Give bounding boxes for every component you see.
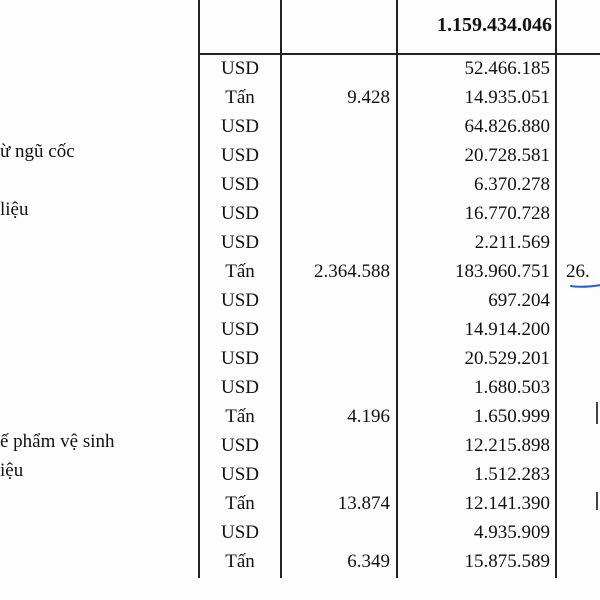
unit-cell: USD — [220, 377, 259, 398]
unit-cell: USD — [220, 203, 259, 224]
table-row — [0, 315, 600, 344]
table-row — [0, 112, 600, 141]
value-cell: 12.141.390 — [464, 493, 550, 514]
unit-cell: Tấn — [225, 406, 255, 427]
table-row — [0, 83, 600, 112]
edge-mark — [596, 492, 598, 510]
table-row — [0, 170, 600, 199]
table-row — [0, 518, 600, 547]
table-row — [0, 228, 600, 257]
value-cell: 1.680.503 — [474, 377, 550, 398]
unit-cell: USD — [220, 145, 259, 166]
unit-cell: USD — [220, 58, 259, 79]
unit-cell: Tấn — [225, 551, 255, 572]
product-name-fragment: ừ ngũ cốc — [0, 141, 75, 162]
product-name-fragment: liệu — [0, 199, 29, 220]
value-cell: 20.728.581 — [464, 145, 550, 166]
product-name-fragment: ế phẩm vệ sinh — [0, 431, 115, 452]
value-cell: 16.770.728 — [464, 203, 550, 224]
unit-cell: USD — [220, 348, 259, 369]
table-row — [0, 373, 600, 402]
quantity-cell: 9.428 — [347, 87, 390, 108]
unit-cell: USD — [220, 290, 259, 311]
unit-cell: USD — [220, 319, 259, 340]
quantity-cell: 6.349 — [347, 551, 390, 572]
table-row — [0, 460, 600, 489]
table-row — [0, 54, 600, 83]
value-cell: 4.935.909 — [474, 522, 550, 543]
table-row — [0, 547, 600, 576]
pen-underline-mark — [570, 283, 600, 289]
value-cell: 64.826.880 — [464, 116, 550, 137]
value-cell: 1.512.283 — [474, 464, 550, 485]
value-cell: 15.875.589 — [464, 551, 550, 572]
unit-cell: USD — [220, 464, 259, 485]
header-total-value: 1.159.434.046 — [437, 14, 552, 36]
table-row — [0, 257, 600, 286]
unit-cell: USD — [220, 435, 259, 456]
unit-cell: USD — [220, 232, 259, 253]
unit-cell: Tấn — [225, 493, 255, 514]
value-cell: 14.935.051 — [464, 87, 550, 108]
unit-cell: Tấn — [225, 87, 255, 108]
unit-cell: Tấn — [225, 261, 255, 282]
unit-cell: USD — [220, 522, 259, 543]
quantity-cell: 2.364.588 — [314, 261, 390, 282]
table-row — [0, 489, 600, 518]
table-row — [0, 141, 600, 170]
unit-cell: USD — [220, 116, 259, 137]
quantity-cell: 4.196 — [347, 406, 390, 427]
value-cell: 2.211.569 — [474, 232, 550, 253]
value-cell: 12.215.898 — [464, 435, 550, 456]
table-row — [0, 431, 600, 460]
value-cell: 20.529.201 — [464, 348, 550, 369]
quantity-cell: 13.874 — [337, 493, 390, 514]
value-cell: 697.204 — [488, 290, 550, 311]
partial-right-column-value: 26. — [566, 261, 590, 282]
value-cell: 52.466.185 — [464, 58, 550, 79]
table-row — [0, 344, 600, 373]
table-row — [0, 199, 600, 228]
value-cell: 1.650.999 — [474, 406, 550, 427]
edge-mark — [596, 402, 598, 424]
value-cell: 183.960.751 — [455, 261, 550, 282]
table-row — [0, 402, 600, 431]
product-name-fragment: iệu — [0, 460, 24, 481]
table-row — [0, 286, 600, 315]
unit-cell: USD — [220, 174, 259, 195]
value-cell: 14.914.200 — [464, 319, 550, 340]
value-cell: 6.370.278 — [474, 174, 550, 195]
